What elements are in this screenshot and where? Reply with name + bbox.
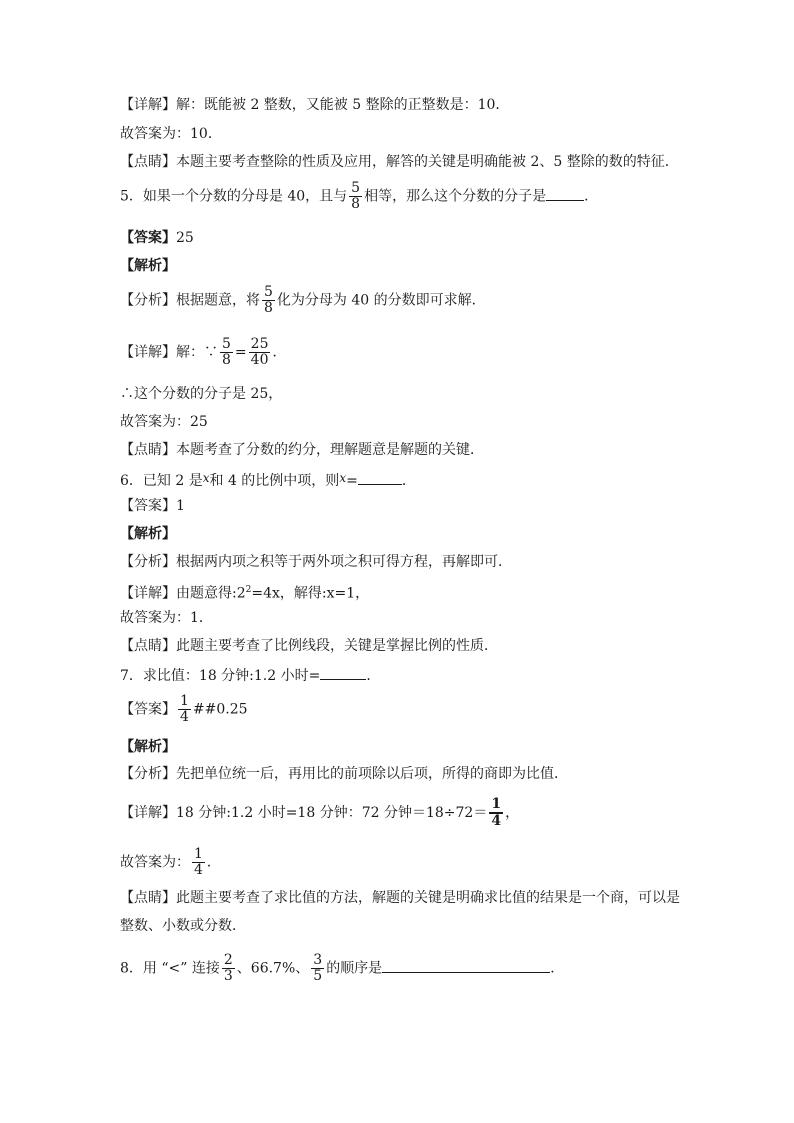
q7-detail-frac-numerator: 1: [491, 796, 502, 812]
q5-analysis-a: 【分析】根据题意，将: [120, 292, 260, 309]
q7-answer-tag: 【答案】: [120, 701, 176, 718]
q7-jiexi: 【解析】: [120, 739, 176, 755]
q6-text-b: 和 4 的比例中项，则: [209, 473, 340, 489]
q8-text-a: 8．用 “<” 连接: [120, 960, 220, 977]
q7-answer-frac-numerator: 1: [180, 693, 189, 709]
q5-fraction: [349, 181, 362, 212]
q7-point-line-2: 整数、小数或分数．: [120, 918, 246, 934]
q7-answer-line: [120, 847, 221, 878]
q5-question: [120, 181, 598, 212]
q6-question: [120, 469, 416, 490]
q5-jiexi: 【解析】: [120, 258, 176, 274]
q7-answer-alt: ##0.25: [192, 701, 248, 718]
q7-detail-a: 【详解】18 分钟:1.2 小时=18 分钟：72 分钟＝18÷72＝: [120, 805, 488, 821]
q8-answer-blank: [382, 958, 550, 973]
q8-fraction-2: [311, 953, 324, 984]
q4-point: 【点睛】本题主要考查整除的性质及应用，解答的关键是明确能被 2、5 整除的数的特征．: [120, 154, 679, 170]
q6-text-a: 6．已知 2 是: [120, 473, 203, 489]
q8-text-c: 的顺序是: [326, 960, 383, 977]
q7-answer-line-fraction: [192, 847, 205, 878]
q7-detail: [120, 797, 519, 829]
q7-answer-blank: [320, 665, 366, 680]
q7-answer-line-end: ．: [206, 854, 221, 871]
q6-detail-a: 【详解】由题意得:2: [120, 585, 246, 602]
q7-answer-frac-denominator: 4: [180, 709, 189, 725]
q5-frac-numerator: 5: [351, 180, 361, 196]
q5-detail-end: ．: [272, 344, 287, 361]
q5-answer-blank: [546, 186, 584, 201]
q6-point: 【点睛】此题主要考查了比例线段，关键是掌握比例的性质．: [120, 638, 498, 654]
q4-answer-line: 故答案为：10．: [120, 126, 222, 142]
q5-analysis: [120, 285, 486, 316]
q5-analysis-frac-numerator: 5: [264, 284, 273, 300]
q7-answer-fraction: [178, 694, 191, 725]
q5-frac-denominator: 8: [351, 196, 361, 212]
q6-detail-b: =4x，解得:x=1，: [251, 585, 370, 602]
q5-detail: [120, 337, 286, 368]
q8-frac2-numerator: 3: [313, 952, 323, 968]
q5-text-end: ．: [584, 188, 599, 205]
q7-point-line-1: 【点睛】此题主要考查了求比值的方法，解题的关键是明确求比值的结果是一个商，可以是: [120, 890, 680, 906]
q6-text-end: ．: [401, 473, 416, 489]
q6-detail: [120, 581, 369, 603]
q5-text-a: 5．如果一个分数的分母是 40，且与: [120, 188, 348, 205]
q5-analysis-fraction: [262, 285, 275, 316]
q7-answer-line-frac-denominator: 4: [194, 862, 203, 878]
q5-answer: [120, 229, 194, 247]
q6-answer-blank: [358, 470, 402, 485]
q7-analysis: 【分析】先把单位统一后，再用比的前项除以后项，所得的商即为比值．: [120, 766, 568, 782]
q5-point: 【点睛】本题考查了分数的约分，理解题意是解题的关键．: [120, 442, 484, 458]
q6-detail-exponent: 2: [245, 585, 252, 595]
q5-detail-fraction-1: [220, 337, 233, 368]
q7-answer-line-frac-numerator: 1: [194, 846, 203, 862]
q7-text-end: ．: [366, 668, 381, 684]
q7-detail-fraction: [489, 797, 503, 829]
q4-detail: 【详解】解：既能被 2 整数，又能被 5 整除的正整数是：10．: [120, 97, 510, 113]
q7-detail-frac-denominator: 4: [491, 813, 502, 829]
q6-variable-x2: x: [339, 471, 347, 485]
q8-fraction-1: [222, 953, 235, 984]
q7-detail-end: ，: [505, 805, 520, 821]
q6-answer-line: 故答案为：1．: [120, 610, 213, 626]
q5-answer-tag: 【答案】: [120, 230, 176, 246]
q5-text-b: 相等，那么这个分数的分子是: [364, 188, 547, 205]
q5-analysis-frac-denominator: 8: [264, 300, 273, 316]
q5-answer-value: 25: [176, 230, 194, 246]
q5-detail-frac1-numerator: 5: [222, 336, 231, 352]
q8-frac2-denominator: 5: [313, 968, 323, 984]
q7-text-a: 7．求比值：18 分钟:1.2 小时=: [120, 668, 321, 684]
q5-detail-a: 【详解】解：∵: [120, 344, 218, 361]
q7-question: [120, 665, 380, 685]
q8-text-b: 、66.7%、: [236, 960, 310, 977]
q5-analysis-b: 化为分母为 40 的分数即可求解．: [276, 292, 486, 309]
q6-jiexi: 【解析】: [120, 526, 176, 542]
q5-detail-eq: =: [234, 344, 247, 361]
q7-answer: [120, 694, 248, 725]
q8-text-end: ．: [550, 960, 565, 977]
q5-detail-frac2-denominator: 40: [250, 352, 269, 368]
q7-answer-line-a: 故答案为：: [120, 854, 190, 871]
q8-question: [120, 953, 564, 984]
q5-detail-frac1-denominator: 8: [222, 352, 231, 368]
q5-answer-line: 故答案为：25: [120, 414, 208, 430]
q8-frac1-numerator: 2: [223, 952, 233, 968]
q6-text-c: =: [346, 473, 358, 489]
q6-variable-x1: x: [202, 471, 210, 485]
q6-analysis: 【分析】根据两内项之积等于两外项之积可得方程，再解即可．: [120, 554, 512, 570]
q6-answer: 【答案】1: [120, 498, 185, 514]
q8-frac1-denominator: 3: [223, 968, 233, 984]
q5-detail-frac2-numerator: 25: [250, 336, 269, 352]
q5-therefore: ∴这个分数的分子是 25，: [120, 386, 283, 402]
q5-detail-fraction-2: [249, 337, 271, 368]
